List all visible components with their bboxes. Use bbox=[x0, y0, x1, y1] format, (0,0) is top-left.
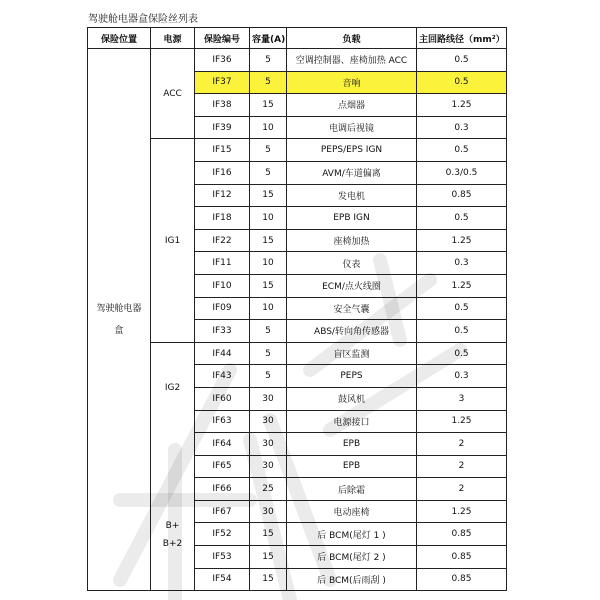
fuse-wire: 0.5 bbox=[417, 71, 507, 94]
fuse-wire: 0.3/0.5 bbox=[417, 161, 507, 184]
fuse-capacity: 15 bbox=[250, 523, 287, 546]
header-location: 保险位置 bbox=[88, 28, 151, 49]
fuse-wire: 2 bbox=[417, 433, 507, 456]
fuse-id: IF60 bbox=[195, 387, 250, 410]
table-row bbox=[88, 342, 507, 365]
fuse-wire: 0.3 bbox=[417, 252, 507, 275]
fuse-wire: 3 bbox=[417, 387, 507, 410]
fuse-capacity: 5 bbox=[250, 342, 287, 365]
table-row bbox=[88, 49, 507, 72]
fuse-capacity: 15 bbox=[250, 94, 287, 117]
power-acc: ACC bbox=[151, 49, 195, 139]
fuse-capacity: 30 bbox=[250, 455, 287, 478]
fuse-id: IF66 bbox=[195, 478, 250, 501]
fuse-load: 空调控制器、座椅加热 ACC bbox=[287, 49, 417, 72]
fuse-capacity: 15 bbox=[250, 229, 287, 252]
fuse-capacity: 30 bbox=[250, 500, 287, 523]
fuse-wire: 1.25 bbox=[417, 410, 507, 433]
fuse-wire: 1.25 bbox=[417, 500, 507, 523]
location-line1: 驾驶舱电器 bbox=[96, 303, 142, 314]
fuse-capacity: 15 bbox=[250, 546, 287, 569]
fuse-id: IF33 bbox=[195, 320, 250, 343]
power-ig2-bplus bbox=[151, 342, 195, 591]
fuse-id: IF09 bbox=[195, 297, 250, 320]
fuse-wire: 0.5 bbox=[417, 49, 507, 72]
fuse-load: 座椅加热 bbox=[287, 229, 417, 252]
fuse-id: IF53 bbox=[195, 546, 250, 569]
fuse-id: IF16 bbox=[195, 161, 250, 184]
fuse-load: PEPS bbox=[287, 365, 417, 388]
fuse-wire: 2 bbox=[417, 478, 507, 501]
fuse-capacity: 10 bbox=[250, 252, 287, 275]
fuse-load: 仪表 bbox=[287, 252, 417, 275]
fuse-capacity: 30 bbox=[250, 387, 287, 410]
fuse-load: EPB bbox=[287, 455, 417, 478]
power-ig2-label: IG2 bbox=[164, 383, 181, 394]
fuse-load: EPB IGN bbox=[287, 207, 417, 230]
fuse-id: IF18 bbox=[195, 207, 250, 230]
fuse-id: IF65 bbox=[195, 455, 250, 478]
fuse-load: 音响 bbox=[287, 71, 417, 94]
fuse-id: IF39 bbox=[195, 116, 250, 139]
power-label-spacer bbox=[153, 397, 192, 517]
fuse-load: ABS/转向角传感器 bbox=[287, 320, 417, 343]
fuse-capacity: 5 bbox=[250, 161, 287, 184]
fuse-id: IF37 bbox=[195, 71, 250, 94]
header-capacity: 容量(A) bbox=[250, 28, 287, 49]
fuse-wire: 0.3 bbox=[417, 365, 507, 388]
fuse-id: IF12 bbox=[195, 184, 250, 207]
fuse-wire: 0.85 bbox=[417, 546, 507, 569]
fuse-wire: 0.3 bbox=[417, 116, 507, 139]
power-bplus-label: B+ bbox=[165, 521, 180, 532]
fuse-load: EPB bbox=[287, 433, 417, 456]
header-row bbox=[88, 28, 507, 49]
location-cell bbox=[88, 49, 151, 591]
fuse-id: IF52 bbox=[195, 523, 250, 546]
fuse-load: 后除霜 bbox=[287, 478, 417, 501]
header-fuse-id: 保险编号 bbox=[195, 28, 250, 49]
fuse-load: 后 BCM(尾灯 1 ) bbox=[287, 523, 417, 546]
fuse-capacity: 5 bbox=[250, 139, 287, 162]
fuse-capacity: 5 bbox=[250, 71, 287, 94]
document-title: 驾驶舱电器盒保险丝列表 bbox=[88, 14, 198, 25]
fuse-load: PEPS/EPS IGN bbox=[287, 139, 417, 162]
fuse-load: AVM/车道偏离 bbox=[287, 161, 417, 184]
fuse-capacity: 15 bbox=[250, 274, 287, 297]
fuse-load: 盲区监测 bbox=[287, 342, 417, 365]
power-bplus2-label: B+2 bbox=[162, 539, 183, 550]
header-power: 电源 bbox=[151, 28, 195, 49]
fuse-capacity: 25 bbox=[250, 478, 287, 501]
fuse-id: IF67 bbox=[195, 500, 250, 523]
fuse-capacity: 30 bbox=[250, 433, 287, 456]
fuse-capacity: 15 bbox=[250, 184, 287, 207]
header-load: 负载 bbox=[287, 28, 417, 49]
fuse-wire: 0.85 bbox=[417, 184, 507, 207]
fuse-wire: 0.85 bbox=[417, 523, 507, 546]
fuse-load: 发电机 bbox=[287, 184, 417, 207]
fuse-load: 点烟器 bbox=[287, 94, 417, 117]
fuse-wire: 0.5 bbox=[417, 297, 507, 320]
fuse-id: IF44 bbox=[195, 342, 250, 365]
fuse-wire: 0.5 bbox=[417, 139, 507, 162]
fuse-id: IF10 bbox=[195, 274, 250, 297]
fuse-id: IF63 bbox=[195, 410, 250, 433]
fuse-load: 后 BCM(尾灯 2 ) bbox=[287, 546, 417, 569]
fuse-wire: 0.5 bbox=[417, 342, 507, 365]
fuse-capacity: 10 bbox=[250, 116, 287, 139]
fuse-load: 电动座椅 bbox=[287, 500, 417, 523]
fuse-id: IF64 bbox=[195, 433, 250, 456]
fuse-wire: 1.25 bbox=[417, 274, 507, 297]
fuse-wire: 0.5 bbox=[417, 207, 507, 230]
fuse-capacity: 30 bbox=[250, 410, 287, 433]
fuse-wire: 0.85 bbox=[417, 568, 507, 591]
power-ig1: IG1 bbox=[151, 139, 195, 342]
header-wire: 主回路线径（mm²） bbox=[417, 28, 507, 49]
fuse-id: IF15 bbox=[195, 139, 250, 162]
fuse-capacity: 5 bbox=[250, 365, 287, 388]
fuse-capacity: 5 bbox=[250, 49, 287, 72]
fuse-id: IF54 bbox=[195, 568, 250, 591]
fuse-capacity: 5 bbox=[250, 320, 287, 343]
fuse-capacity: 10 bbox=[250, 207, 287, 230]
fuse-wire: 1.25 bbox=[417, 229, 507, 252]
fuse-load: 后 BCM(后雨刮 ) bbox=[287, 568, 417, 591]
fuse-wire: 0.5 bbox=[417, 320, 507, 343]
fuse-wire: 2 bbox=[417, 455, 507, 478]
fuse-load: 电调后视镜 bbox=[287, 116, 417, 139]
table-row bbox=[88, 139, 507, 162]
fuse-id: IF43 bbox=[195, 365, 250, 388]
fuse-load: 安全气囊 bbox=[287, 297, 417, 320]
fuse-load: 电源接口 bbox=[287, 410, 417, 433]
fuse-capacity: 15 bbox=[250, 568, 287, 591]
fuse-id: IF36 bbox=[195, 49, 250, 72]
location-line2: 盒 bbox=[114, 325, 124, 336]
fuse-load: 鼓风机 bbox=[287, 387, 417, 410]
fuse-table bbox=[87, 27, 507, 591]
fuse-capacity: 10 bbox=[250, 297, 287, 320]
fuse-load: ECM/点火线圈 bbox=[287, 274, 417, 297]
fuse-id: IF11 bbox=[195, 252, 250, 275]
fuse-id: IF22 bbox=[195, 229, 250, 252]
fuse-wire: 1.25 bbox=[417, 94, 507, 117]
fuse-id: IF38 bbox=[195, 94, 250, 117]
